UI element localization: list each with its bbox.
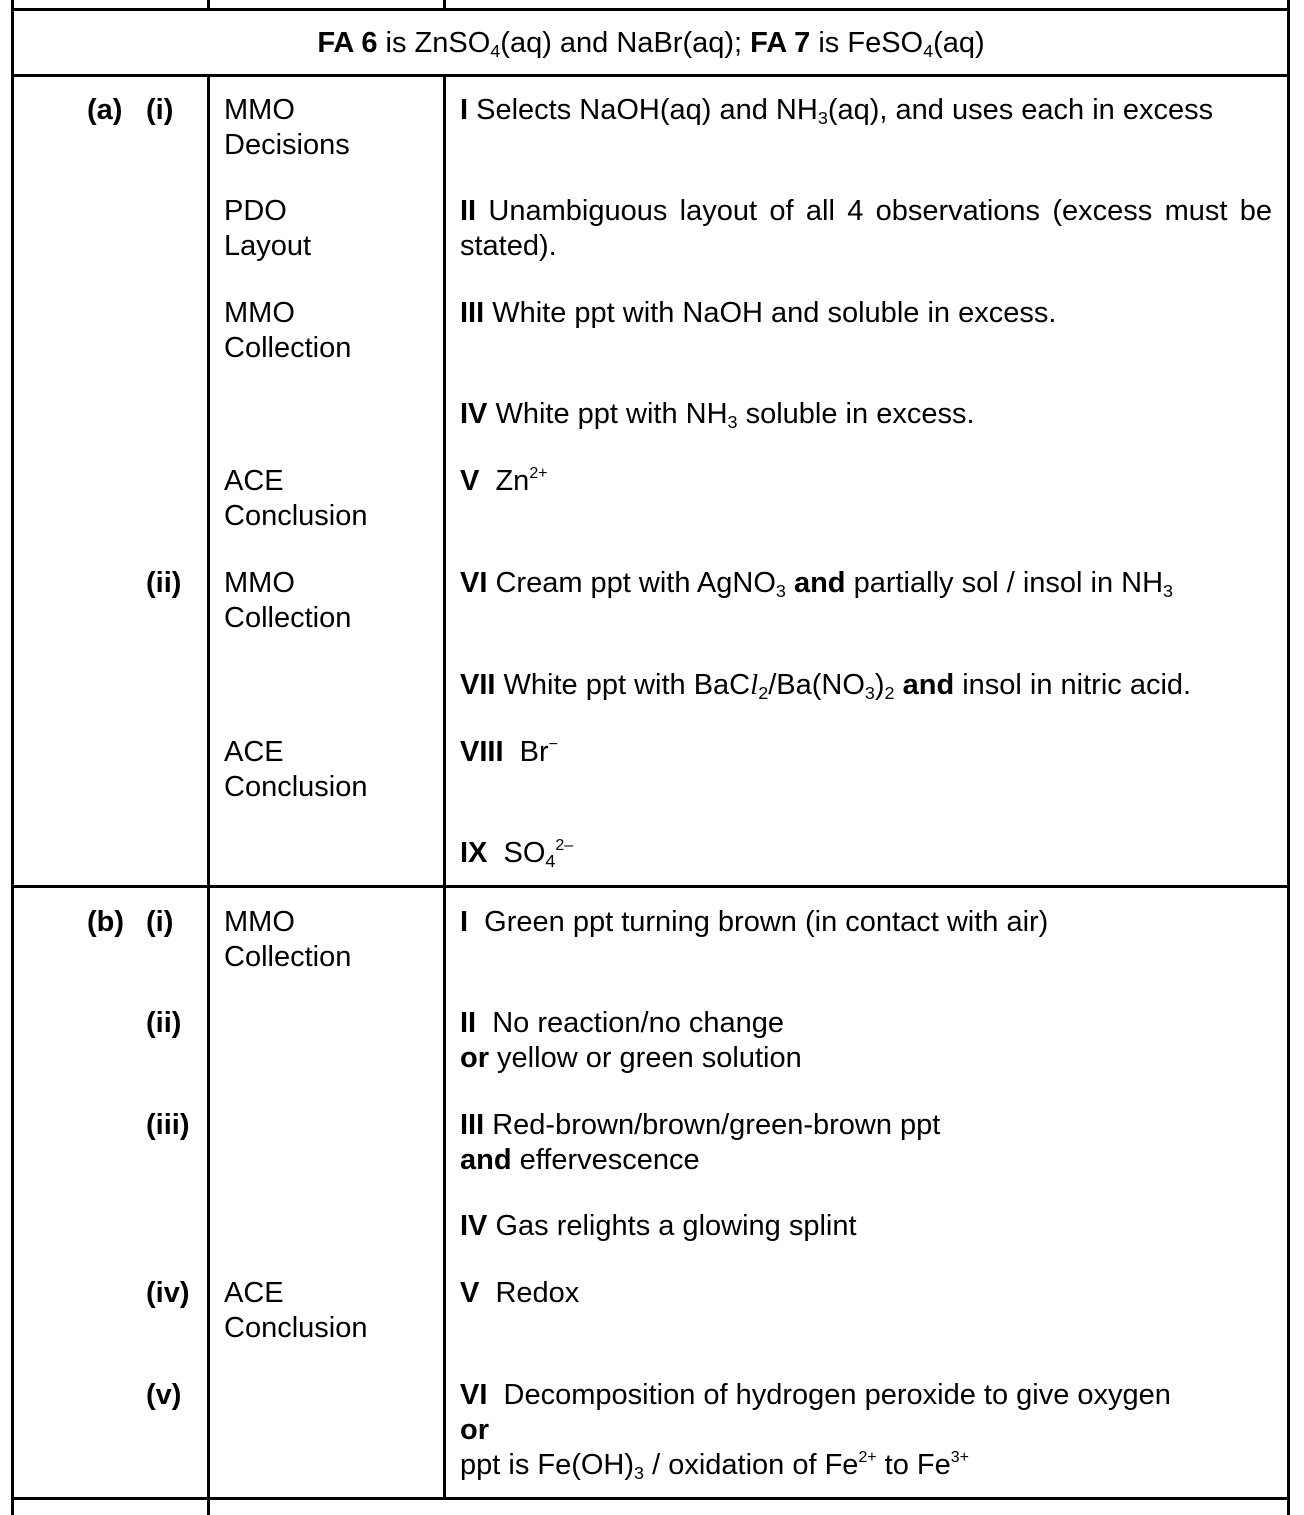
skill-ace-conclusion-b: ACE Conclusion xyxy=(224,1277,368,1344)
part-b-sub-v: (v) xyxy=(146,1379,182,1411)
mark-point-b-4: IV Gas relights a glowing splint xyxy=(460,1210,857,1242)
mark-point-b-2: II No reaction/no change or yellow or green solution xyxy=(460,1007,802,1074)
mark-point-a-4: IV White ppt with $NH_3$ soluble in excess. xyxy=(460,398,975,432)
mark-point-b-5: V Redox xyxy=(460,1277,580,1309)
row-divider-bottom xyxy=(11,1497,1290,1500)
fa6-label: FA 6 xyxy=(317,27,378,59)
mark-point-b-6: VI Decomposition of hydrogen peroxide to give oxygen or ppt is $Fe(OH)_3$ / oxidation of $Fe^{2+}$ to $Fe^{3+}$ xyxy=(460,1379,1171,1483)
mark-point-a-6: VI Cream ppt with AgNO$_3$ and partially sol / insol in $NH_3$ xyxy=(460,567,1174,601)
row-divider-part-b xyxy=(11,885,1290,888)
part-b-sub-i: (i) xyxy=(146,906,174,938)
skill-mmo-collection-a-ii: MMO Collection xyxy=(224,567,352,634)
part-b-label: (b) xyxy=(87,906,125,938)
mark-point-a-7: VII White ppt with $BaCl_2/Ba(NO_3)_2$ and insol in nitric acid. xyxy=(460,669,1192,703)
skill-ace-conclusion-a-ii: ACE Conclusion xyxy=(224,736,368,803)
table-border-right xyxy=(1287,0,1290,1515)
column-divider-skill xyxy=(207,74,210,1515)
part-a-sub-i: (i) xyxy=(146,94,174,126)
part-a-sub-ii: (ii) xyxy=(146,567,182,599)
column-divider-points xyxy=(443,74,446,1499)
part-b-sub-iv: (iv) xyxy=(146,1277,190,1309)
part-b-sub-iii: (iii) xyxy=(146,1109,190,1141)
mark-point-a-8: VIII Br− xyxy=(460,736,558,768)
page-title: FA 6 is ZnSO$_4$(aq) and NaBr(aq); FA 7 is FeSO$_4$(aq) xyxy=(317,27,985,61)
mark-point-b-3: III Red-brown/brown/green-brown ppt and effervescence xyxy=(460,1109,941,1176)
mark-point-a-5: V $Zn^{2+}$ xyxy=(460,465,548,497)
skill-mmo-collection-a-i: MMO Collection xyxy=(224,297,352,364)
row-divider-header xyxy=(11,74,1290,77)
skill-pdo-layout: PDO Layout xyxy=(224,195,312,262)
mark-point-a-1: I Selects NaOH(aq) and $NH_3(aq)$, and uses each in excess xyxy=(460,94,1214,128)
row-divider-top xyxy=(11,8,1290,11)
mark-point-a-3: III White ppt with NaOH and soluble in excess. xyxy=(460,297,1057,329)
fa7-label: FA 7 xyxy=(750,27,811,59)
part-b-sub-ii: (ii) xyxy=(146,1007,182,1039)
skill-mmo-collection-b: MMO Collection xyxy=(224,906,352,973)
mark-point-a-9: IX $SO_4^{2-}$ xyxy=(460,837,574,871)
table-border-left xyxy=(11,0,14,1515)
mark-point-a-2: II Unambiguous layout of all 4 observations (excess must be stated). xyxy=(460,195,1272,262)
skill-mmo-decisions: MMO Decisions xyxy=(224,94,350,161)
part-a-label: (a) xyxy=(87,94,123,126)
mark-point-b-1: I Green ppt turning brown (in contact with air) xyxy=(460,906,1049,938)
skill-ace-conclusion-a-i: ACE Conclusion xyxy=(224,465,368,532)
